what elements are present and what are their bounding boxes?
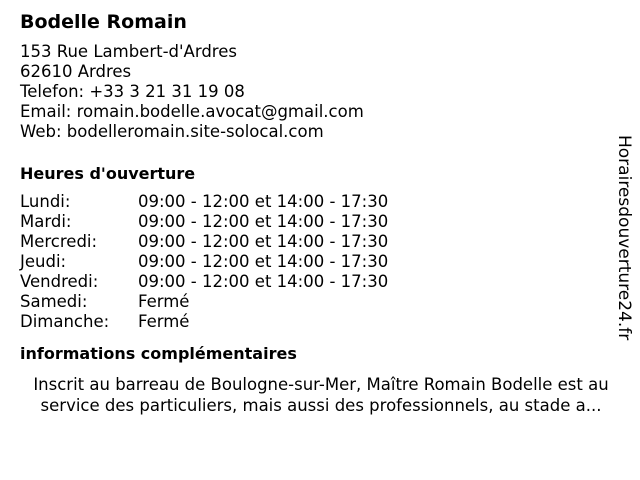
additional-info-heading: informations complémentaires — [20, 344, 297, 363]
address-line-street: 153 Rue Lambert-d'Ardres — [20, 42, 237, 61]
hours-time: Fermé — [138, 292, 190, 311]
email-text: Email: romain.bodelle.avocat@gmail.com — [20, 102, 364, 121]
address-line-city: 62610 Ardres — [20, 62, 132, 81]
site-watermark: Horairesdouverture24.fr — [614, 135, 634, 341]
hours-row-friday — [20, 272, 620, 292]
hours-row-thursday — [20, 252, 620, 272]
business-name: Bodelle Romain — [20, 11, 187, 33]
website-text: Web: bodelleromain.site-solocal.com — [20, 122, 324, 141]
hours-time: 09:00 - 12:00 et 14:00 - 17:30 — [138, 252, 389, 271]
hours-row-saturday — [20, 292, 620, 312]
hours-time: 09:00 - 12:00 et 14:00 - 17:30 — [138, 212, 389, 231]
business-card — [20, 10, 620, 416]
hours-row-sunday — [20, 312, 620, 332]
hours-day: Mardi: — [20, 212, 72, 231]
phone-text: Telefon: +33 3 21 31 19 08 — [20, 82, 245, 101]
hours-day: Samedi: — [20, 292, 88, 311]
hours-row-monday — [20, 192, 620, 212]
hours-time: 09:00 - 12:00 et 14:00 - 17:30 — [138, 272, 389, 291]
additional-info-text — [16, 374, 626, 416]
hours-day: Dimanche: — [20, 312, 110, 331]
hours-time: 09:00 - 12:00 et 14:00 - 17:30 — [138, 192, 389, 211]
hours-time: Fermé — [138, 312, 190, 331]
hours-day: Lundi: — [20, 192, 71, 211]
additional-info-line-1: Inscrit au barreau de Boulogne-sur-Mer, Maître Romain Bodelle est au — [33, 375, 609, 394]
hours-day: Jeudi: — [20, 252, 67, 271]
hours-row-wednesday — [20, 232, 620, 252]
hours-day: Mercredi: — [20, 232, 98, 251]
hours-time: 09:00 - 12:00 et 14:00 - 17:30 — [138, 232, 389, 251]
hours-row-tuesday — [20, 212, 620, 232]
additional-info-line-2: service des particuliers, mais aussi des professionnels, au stade a... — [40, 396, 602, 415]
opening-hours-heading: Heures d'ouverture — [20, 164, 196, 183]
hours-day: Vendredi: — [20, 272, 99, 291]
opening-hours-list — [20, 192, 620, 332]
